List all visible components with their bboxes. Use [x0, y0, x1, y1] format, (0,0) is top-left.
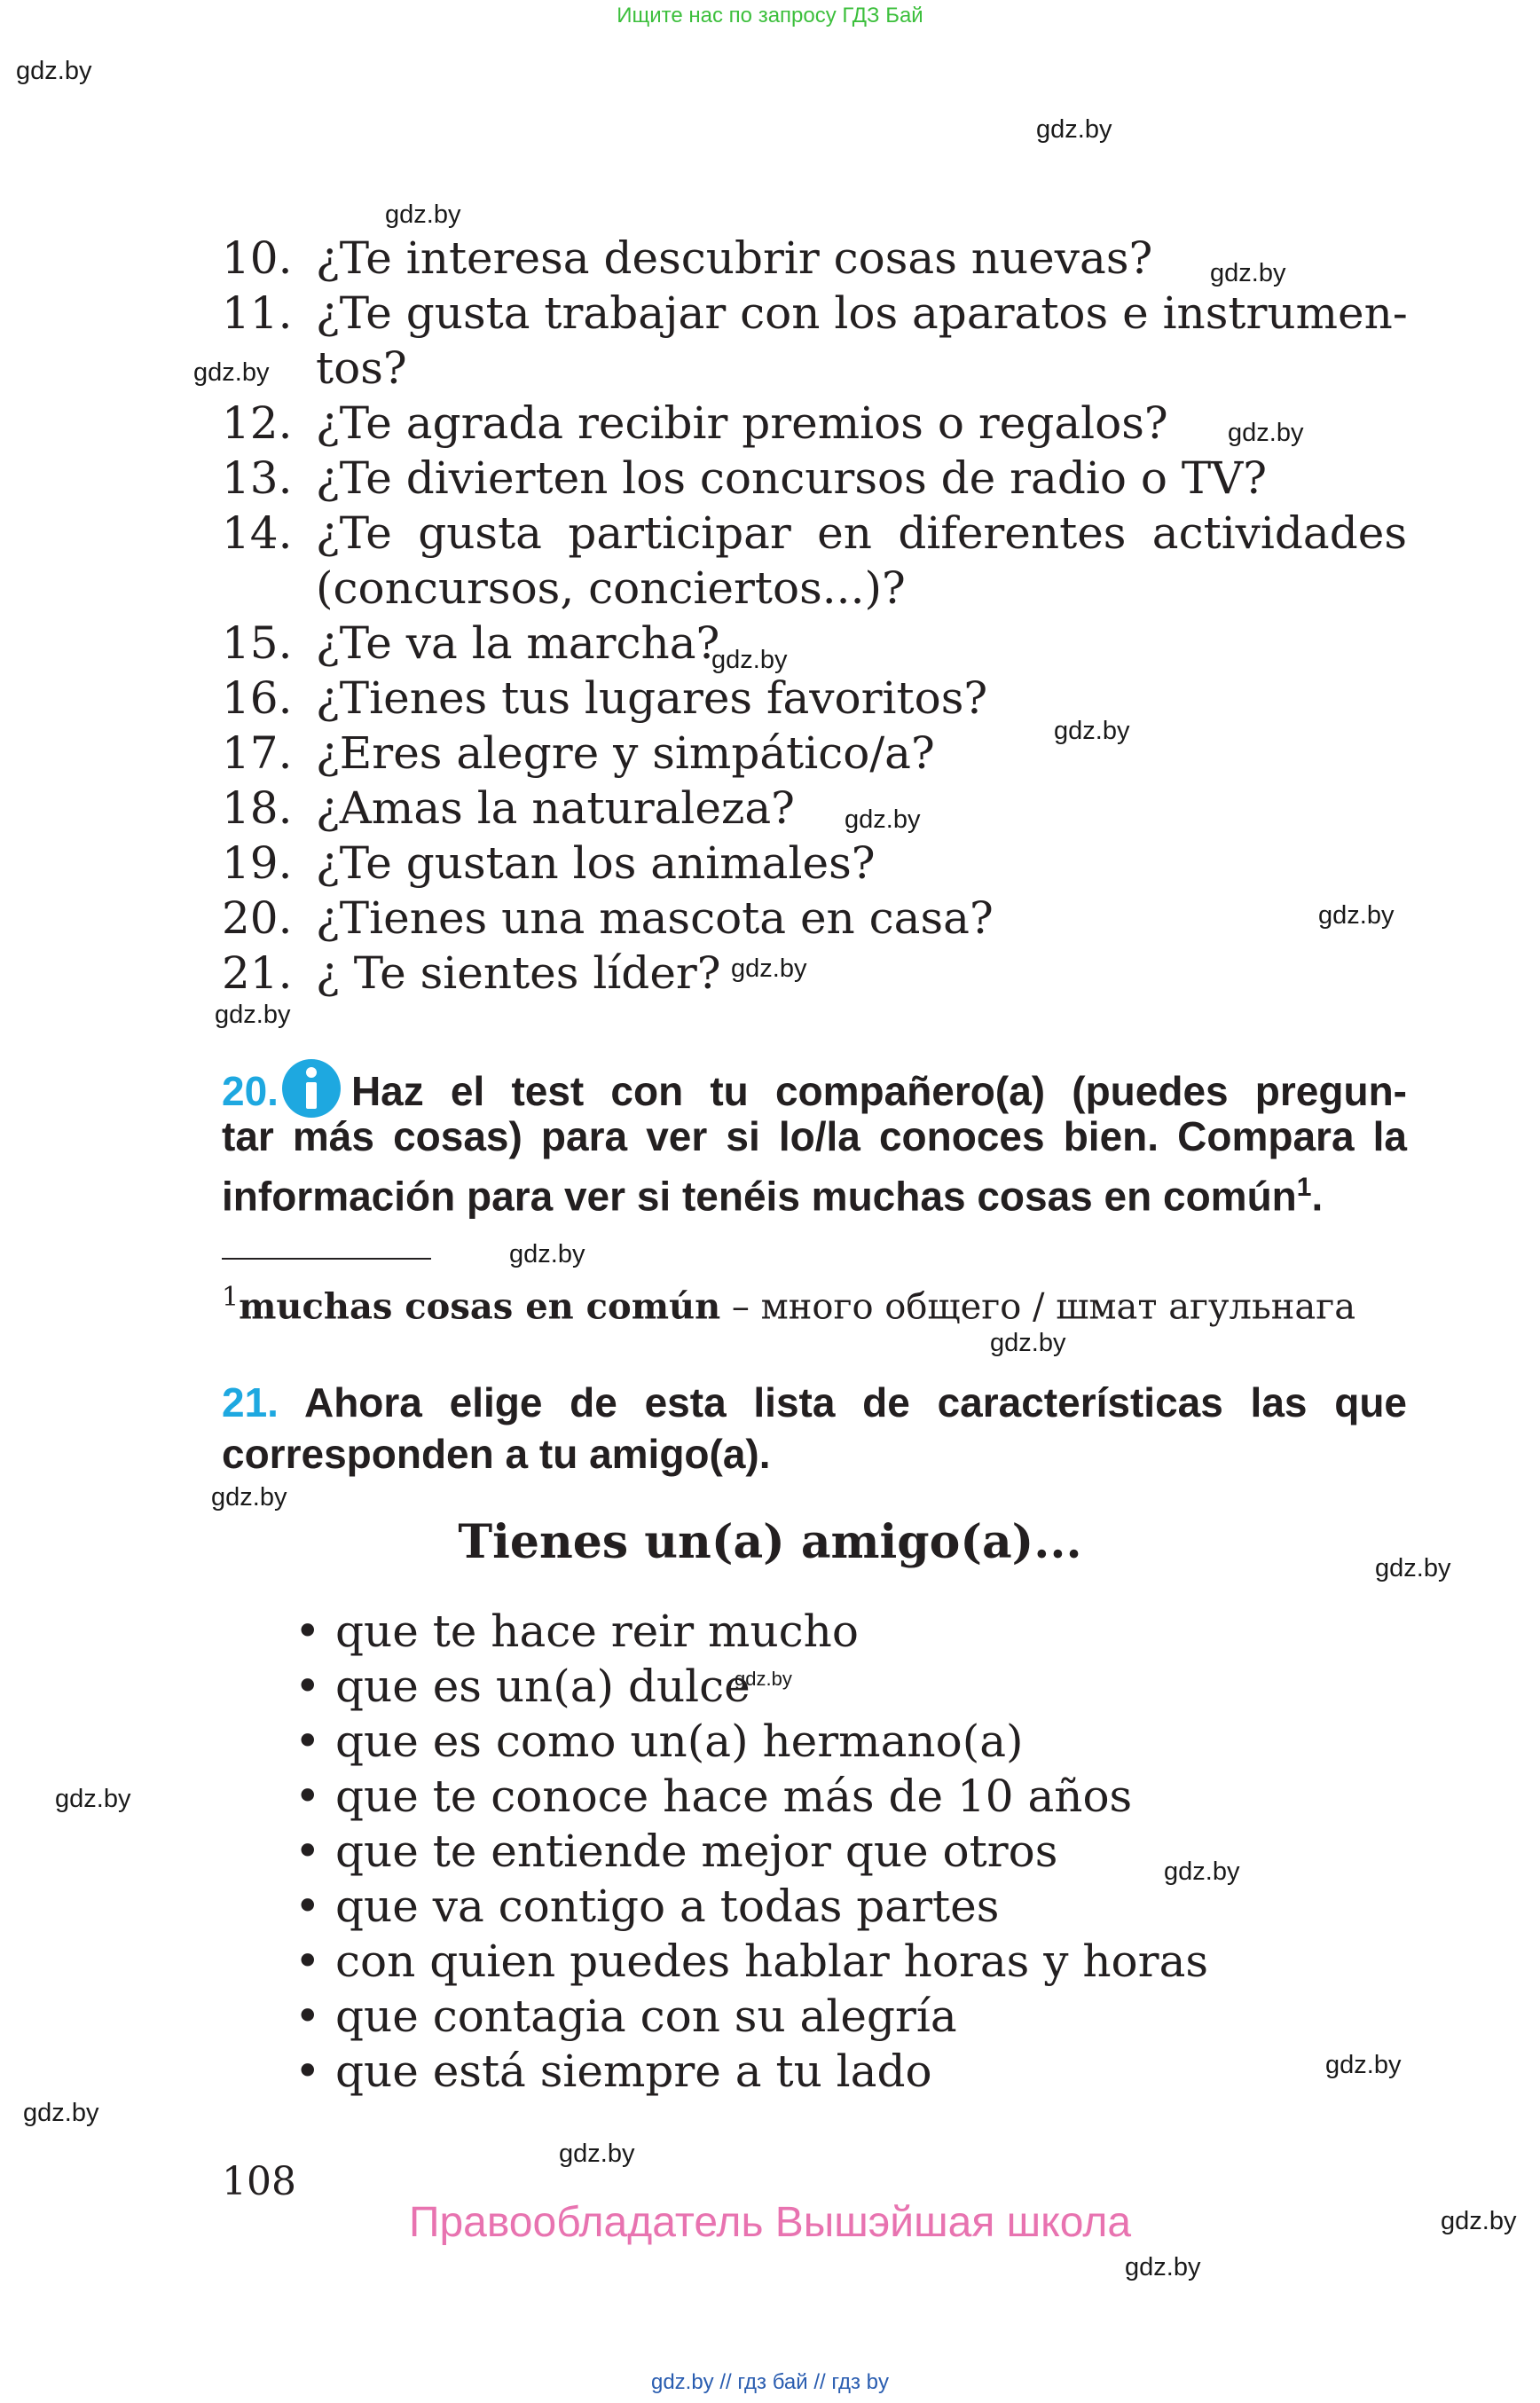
question-item: [222, 616, 719, 671]
question-continuation: tos?: [316, 342, 407, 394]
question-text: ¿Te divierten los concursos de radio o TV?: [316, 452, 1268, 504]
watermark: gdz.by: [23, 2099, 99, 2127]
watermark: gdz.by: [211, 1483, 287, 1512]
list-item: [295, 1604, 859, 1659]
watermark: gdz.by: [1441, 2207, 1517, 2235]
list-item-text: que va contigo a todas partes: [335, 1881, 1000, 1932]
question-text: ¿Amas la naturaleza?: [316, 782, 795, 834]
bullet-icon: •: [295, 1991, 321, 2042]
task-number: 21.: [222, 1379, 279, 1425]
list-item: [295, 1769, 1132, 1824]
task-text-end: .: [1311, 1173, 1324, 1220]
list-item-text: que contagia con su alegría: [335, 1991, 957, 2042]
list-heading: Tienes un(a) amigo(a)...: [458, 1515, 1082, 1569]
question-text: ¿Te gusta trabajar con los aparatos e instrumen-: [316, 287, 1408, 339]
question-item: [222, 671, 987, 726]
list-item-text: que está siempre a tu lado: [335, 2046, 932, 2097]
bullet-icon: •: [295, 1826, 321, 1877]
bullet-icon: •: [295, 1716, 321, 1767]
watermark: gdz.by: [845, 805, 921, 834]
footnote-translation: – много общего / шмат агульнага: [720, 1286, 1356, 1328]
list-item: [295, 1989, 957, 2044]
question-item: [222, 946, 721, 1001]
watermark: gdz.by: [1325, 2051, 1402, 2079]
list-item: [295, 1659, 750, 1714]
task-number: 20.: [222, 1068, 279, 1114]
question-text: ¿Tienes una mascota en casa?: [316, 892, 994, 944]
question-text: ¿Eres alegre y simpático/a?: [316, 727, 935, 779]
footnote-mark: 1: [222, 1282, 240, 1313]
footnote-marker: 1: [1296, 1173, 1312, 1202]
list-item: [295, 1714, 1024, 1769]
question-number: 14.: [222, 507, 293, 559]
task-21-line: [222, 1377, 1407, 1428]
list-item-text: con quien puedes hablar horas y horas: [335, 1936, 1209, 1987]
question-number: 18.: [222, 782, 293, 834]
task-20-line: [222, 1162, 1407, 1221]
watermark: gdz.by: [735, 1668, 792, 1690]
question-number: 20.: [222, 892, 293, 944]
task-text: Ahora elige de esta lista de características las que: [303, 1379, 1407, 1425]
task-20-line: [222, 1059, 1407, 1118]
list-item: [295, 1879, 999, 1934]
watermark: gdz.by: [1210, 259, 1286, 287]
list-item-text: que te conoce hace más de 10 años: [335, 1771, 1133, 1822]
question-number: 19.: [222, 837, 293, 889]
list-item: [295, 1824, 1057, 1879]
question-item: [222, 451, 1267, 506]
question-item: [222, 286, 1408, 341]
list-item: [295, 2044, 932, 2099]
watermark: gdz.by: [1054, 717, 1130, 745]
bullet-icon: •: [295, 1771, 321, 1822]
question-text: ¿Te gustan los animales?: [316, 837, 876, 889]
watermark: gdz.by: [559, 2140, 635, 2168]
task-text: Haz el test con tu compañero(a) (puedes pregun-: [350, 1068, 1407, 1114]
question-item: [222, 506, 316, 561]
bullet-icon: •: [295, 1661, 321, 1712]
footnote: [222, 1274, 1355, 1331]
question-number: 21.: [222, 947, 293, 999]
page-number: 108: [222, 2159, 296, 2204]
question-number: 17.: [222, 727, 293, 779]
watermark: gdz.by: [731, 954, 807, 983]
bottom-banner[interactable]: gdz.by // гдз бай // гдз by: [650, 2370, 890, 2394]
question-number: 10.: [222, 232, 293, 284]
question-text: ¿Te agrada recibir premios o regalos?: [316, 397, 1168, 449]
bullet-icon: •: [295, 1881, 321, 1932]
list-item-text: que te hace reir mucho: [335, 1606, 859, 1657]
footnote-term: muchas cosas en común: [239, 1285, 721, 1328]
rights-holder: Правообладатель Вышэйшая школа: [408, 2199, 1132, 2246]
watermark: gdz.by: [1318, 901, 1395, 930]
footnote-divider: [222, 1258, 431, 1260]
bullet-icon: •: [295, 1606, 321, 1657]
task-text: información para ver si tenéis muchas cosas en común: [222, 1173, 1297, 1220]
watermark: gdz.by: [16, 57, 92, 85]
question-item: [222, 396, 1168, 451]
list-item-text: que es un(a) dulce: [335, 1661, 750, 1712]
question-text: ¿Te interesa descubrir cosas nuevas?: [316, 232, 1153, 284]
question-item: [222, 781, 795, 836]
list-item: [295, 1934, 1208, 1989]
task-21-line: corresponden a tu amigo(a).: [222, 1431, 771, 1477]
question-item: [222, 726, 935, 781]
list-item-text: que te entiende mejor que otros: [335, 1826, 1058, 1877]
question-number: 13.: [222, 452, 293, 504]
top-banner[interactable]: Ищите нас по запросу ГДЗ Бай: [617, 4, 923, 27]
watermark: gdz.by: [509, 1240, 585, 1268]
question-text: ¿ Te sientes líder?: [316, 947, 721, 999]
question-text: ¿Tienes tus lugares favoritos?: [316, 672, 988, 724]
watermark: gdz.by: [55, 1785, 131, 1813]
question-item: [222, 891, 994, 946]
question-number: 16.: [222, 672, 293, 724]
task-20-line: tar más cosas) para ver si lo/la conoces bien. Compara la: [222, 1113, 1407, 1159]
question-number: 12.: [222, 397, 293, 449]
bullet-icon: •: [295, 2046, 321, 2097]
list-item-text: que es como un(a) hermano(a): [335, 1716, 1024, 1767]
bullet-icon: •: [295, 1936, 321, 1987]
watermark: gdz.by: [1375, 1554, 1451, 1582]
watermark: gdz.by: [1125, 2253, 1201, 2281]
info-icon: [282, 1059, 341, 1118]
watermark: gdz.by: [385, 200, 461, 229]
question-text: ¿Te va la marcha?: [316, 617, 720, 669]
watermark: gdz.by: [1164, 1857, 1240, 1886]
question-continuation: (concursos, conciertos...)?: [316, 562, 906, 614]
watermark: gdz.by: [1036, 115, 1112, 144]
question-number: 15.: [222, 617, 293, 669]
watermark: gdz.by: [990, 1329, 1066, 1357]
question-number: 11.: [222, 287, 293, 339]
question-item: [222, 836, 876, 891]
question-text: ¿Te gusta participar en diferentes actividades: [316, 507, 1407, 559]
watermark: gdz.by: [215, 1001, 291, 1029]
watermark: gdz.by: [711, 646, 788, 674]
watermark: gdz.by: [1228, 419, 1304, 447]
question-item: [222, 231, 1152, 286]
watermark: gdz.by: [193, 358, 270, 387]
